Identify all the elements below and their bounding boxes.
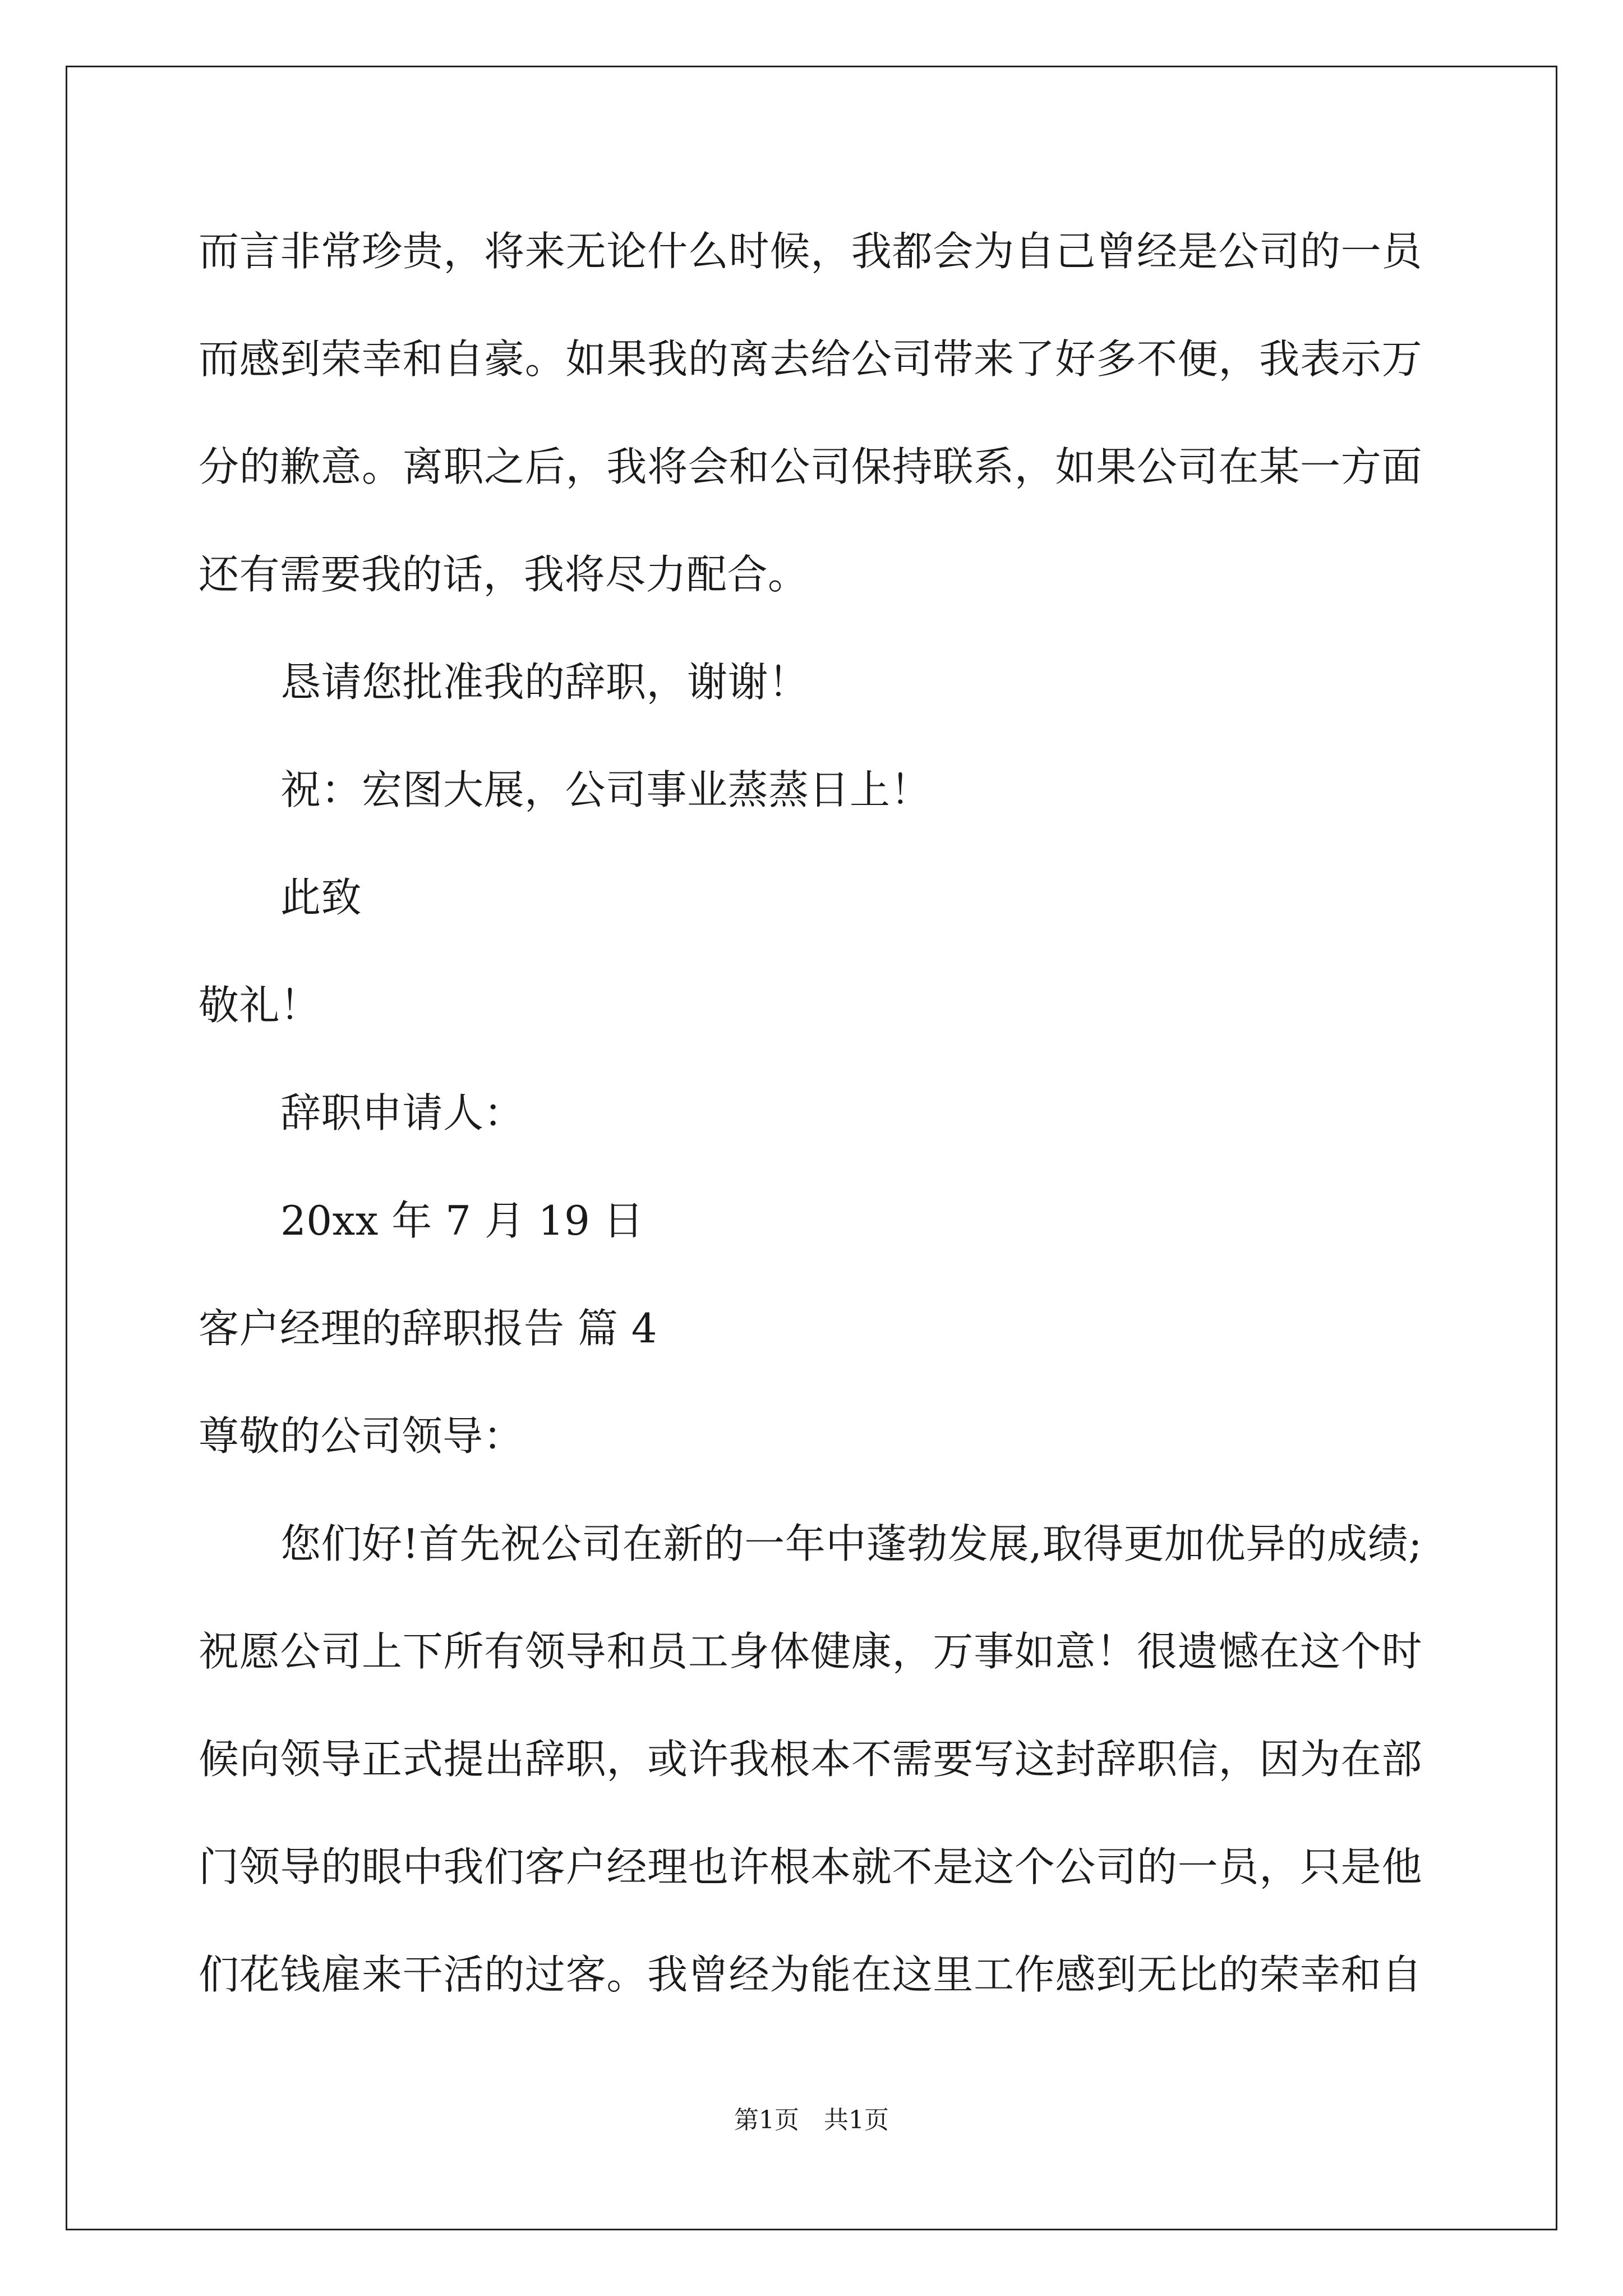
signature-line: 辞职申请人： — [280, 1089, 525, 1137]
paragraph-line: 您们好!首先祝公司在新的一年中蓬勃发展,取得更加优异的成绩; — [280, 1520, 1422, 1567]
paragraph-line: 恳请您批准我的辞职，谢谢！ — [280, 659, 809, 706]
paragraph-line: 而感到荣幸和自豪。如果我的离去给公司带来了好多不便，我表示万 — [199, 335, 1422, 383]
page-border — [66, 66, 1557, 2230]
paragraph-line: 分的歉意。离职之后，我将会和公司保持联系，如果公司在某一方面 — [199, 443, 1422, 490]
page-number-footer: 第1页 共1页 — [734, 2106, 889, 2134]
date-line: 20xx 年 7 月 19 日 — [280, 1197, 644, 1244]
salutation-line: 尊敬的公司领导： — [199, 1412, 524, 1460]
paragraph-line: 祝：宏图大展，公司事业蒸蒸日上！ — [280, 766, 932, 813]
paragraph-line: 而言非常珍贵，将来无论什么时候，我都会为自己曾经是公司的一员 — [199, 228, 1422, 275]
paragraph-line: 候向领导正式提出辞职，或许我根本不需要写这封辞职信，因为在部 — [199, 1736, 1422, 1783]
paragraph-line: 们花钱雇来干活的过客。我曾经为能在这里工作感到无比的荣幸和自 — [199, 1951, 1422, 1998]
paragraph-line: 门领导的眼中我们客户经理也许根本就不是这个公司的一员，只是他 — [199, 1843, 1422, 1890]
paragraph-line: 祝愿公司上下所有领导和员工身体健康，万事如意！很遗憾在这个时 — [199, 1628, 1422, 1675]
paragraph-line: 还有需要我的话，我将尽力配合。 — [199, 551, 809, 598]
closing-line: 此致 — [280, 874, 362, 921]
closing-line: 敬礼！ — [199, 982, 321, 1029]
section-heading: 客户经理的辞职报告 篇 4 — [199, 1305, 658, 1352]
